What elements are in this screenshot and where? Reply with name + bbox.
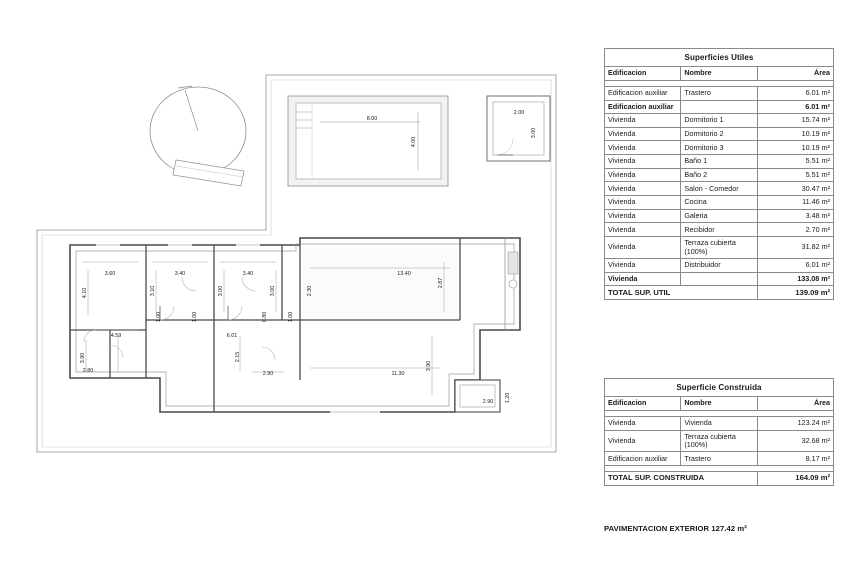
cell-total-label: TOTAL SUP. CONSTRUIDA <box>605 472 758 486</box>
cell-nombre: Baño 2 <box>681 168 757 182</box>
dim-room2-w: 3.40 <box>174 271 186 277</box>
dim-corridor-h: 2.15 <box>235 351 241 363</box>
cell-nombre: Terraza cubierta (100%) <box>681 430 757 452</box>
cell-area: 133.08 m² <box>757 272 833 286</box>
cell-area: 10.19 m² <box>757 127 833 141</box>
col-header-edificacion: Edificacion <box>605 67 681 81</box>
cell-edificacion: Vivienda <box>605 223 681 237</box>
cell-edificacion: Edificacion auxiliar <box>605 452 681 466</box>
table-row-total <box>605 286 834 300</box>
cell-total-area: 164.09 m² <box>757 472 833 486</box>
cell-edificacion: Vivienda <box>605 259 681 273</box>
cell-edificacion: Vivienda <box>605 182 681 196</box>
cell-nombre: Trastero <box>681 452 757 466</box>
table-title: Superficies Utiles <box>605 49 834 67</box>
cell-area: 8.17 m² <box>757 452 833 466</box>
cell-nombre <box>681 100 757 114</box>
cell-edificacion: Vivienda <box>605 237 681 259</box>
dim-door-3: 0.80 <box>262 311 268 323</box>
dim-store-depth: 3.00 <box>531 127 537 139</box>
table-title: Superficie Construida <box>605 379 834 397</box>
dim-bath-w: 2.80 <box>82 368 94 374</box>
col-header-area: Área <box>757 67 833 81</box>
cell-total-area: 139.09 m² <box>757 286 833 300</box>
table-superficies-utiles <box>604 48 834 300</box>
cell-edificacion: Vivienda <box>605 196 681 210</box>
cell-edificacion: Vivienda <box>605 430 681 452</box>
dim-store-width: 2.00 <box>513 110 525 116</box>
col-header-nombre: Nombre <box>681 397 757 411</box>
cell-area: 123.24 m² <box>757 416 833 430</box>
cell-nombre: Vivienda <box>681 416 757 430</box>
cell-edificacion: Vivienda <box>605 114 681 128</box>
table-row <box>605 182 834 196</box>
table-row <box>605 168 834 182</box>
dim-pool-width: 4.00 <box>411 136 417 148</box>
cell-nombre: Dormitorio 3 <box>681 141 757 155</box>
cell-nombre: Terraza cubierta (100%) <box>681 237 757 259</box>
table-row <box>605 223 834 237</box>
cell-total-label: TOTAL SUP. UTIL <box>605 286 758 300</box>
cell-edificacion: Vivienda <box>605 155 681 169</box>
dim-door-4: 1.00 <box>288 311 294 323</box>
table-row <box>605 127 834 141</box>
cell-area: 10.19 m² <box>757 141 833 155</box>
table-row <box>605 155 834 169</box>
dim-salon-h: 3.90 <box>426 360 432 372</box>
table-row <box>605 86 834 100</box>
cell-edificacion: Vivienda <box>605 141 681 155</box>
dim-small-h: 1.20 <box>505 392 511 404</box>
dim-door-2: 1.00 <box>192 311 198 323</box>
cell-area: 6.01 m² <box>757 259 833 273</box>
table-row <box>605 209 834 223</box>
cell-edificacion: Vivienda <box>605 127 681 141</box>
dim-room1-w: 3.60 <box>104 271 116 277</box>
cell-nombre: Dormitorio 1 <box>681 114 757 128</box>
col-header-nombre: Nombre <box>681 67 757 81</box>
pavimentacion-exterior-note: PAVIMENTACION EXTERIOR 127.42 m² <box>604 524 747 533</box>
dim-hall-h: 6.01 <box>226 333 238 339</box>
cell-edificacion: Edificacion auxiliar <box>605 100 681 114</box>
table-superficie-construida <box>604 378 834 486</box>
cell-nombre: Dormitorio 2 <box>681 127 757 141</box>
dim-small-w: 2.90 <box>482 399 494 405</box>
dim-terrace-h: 2.87 <box>438 277 444 289</box>
dim-room3-w: 3.40 <box>242 271 254 277</box>
cell-edificacion: Vivienda <box>605 209 681 223</box>
table-row <box>605 430 834 452</box>
table-row <box>605 114 834 128</box>
cell-area: 2.70 m² <box>757 223 833 237</box>
table-row <box>605 259 834 273</box>
cell-area: 32.68 m² <box>757 430 833 452</box>
table-row <box>605 196 834 210</box>
cell-edificacion: Vivienda <box>605 168 681 182</box>
table-row <box>605 237 834 259</box>
dim-bath-h: 3.90 <box>80 352 86 364</box>
cell-nombre: Baño 1 <box>681 155 757 169</box>
col-header-area: Área <box>757 397 833 411</box>
dim-door-1: 1.00 <box>156 311 162 323</box>
cell-area: 3.48 m² <box>757 209 833 223</box>
cell-area: 31.82 m² <box>757 237 833 259</box>
cell-area: 6.01 m² <box>757 100 833 114</box>
cell-nombre <box>681 272 757 286</box>
cell-area: 5.51 m² <box>757 155 833 169</box>
table-row <box>605 452 834 466</box>
cell-nombre: Salon - Comedor <box>681 182 757 196</box>
dim-room1-h: 4.10 <box>82 287 88 299</box>
dim-salon-len: 11.30 <box>391 371 405 377</box>
dim-room3b-h: 3.00 <box>270 285 276 297</box>
cell-area: 11.46 m² <box>757 196 833 210</box>
dim-terrace-len: 13.40 <box>397 271 411 277</box>
dim-terrace-h2: 2.30 <box>307 285 313 297</box>
cell-edificacion: Vivienda <box>605 272 681 286</box>
dim-corridor: 2.90 <box>262 371 274 377</box>
cell-nombre: Trastero <box>681 86 757 100</box>
dim-room3-h: 3.00 <box>218 285 224 297</box>
cell-edificacion: Vivienda <box>605 416 681 430</box>
table-row-subtotal <box>605 272 834 286</box>
cell-nombre: Cocina <box>681 196 757 210</box>
cell-nombre: Recibidor <box>681 223 757 237</box>
table-row <box>605 141 834 155</box>
table-row <box>605 416 834 430</box>
cell-area: 5.51 m² <box>757 168 833 182</box>
table-row-subtotal <box>605 100 834 114</box>
cell-area: 15.74 m² <box>757 114 833 128</box>
table-row-total <box>605 472 834 486</box>
dim-room2-h: 3.10 <box>150 285 156 297</box>
dim-pool-length: 8.00 <box>366 116 378 122</box>
dim-hall-w: 4.59 <box>110 333 122 339</box>
cell-nombre: Distribuidor <box>681 259 757 273</box>
cell-edificacion: Edificacion auxiliar <box>605 86 681 100</box>
col-header-edificacion: Edificacion <box>605 397 681 411</box>
cell-area: 30.47 m² <box>757 182 833 196</box>
cell-area: 6.01 m² <box>757 86 833 100</box>
cell-nombre: Galeria <box>681 209 757 223</box>
